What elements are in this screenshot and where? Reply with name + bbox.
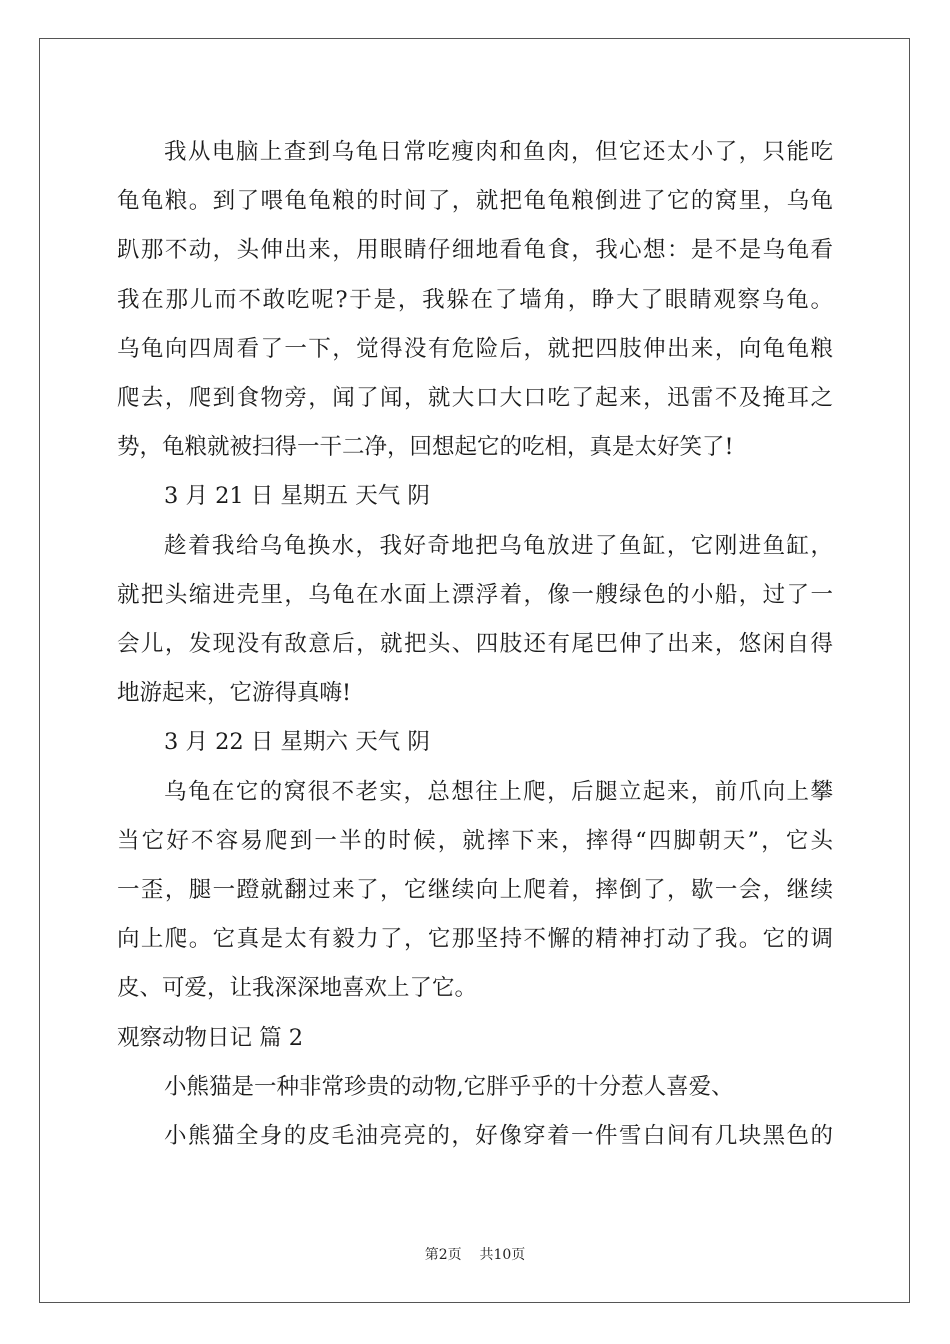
text-line: 当它好不容易爬到一半的时候，就摔下来，摔得“四脚朝天”，它头 (117, 827, 833, 854)
page-footer (0, 1244, 950, 1264)
text-line: 会儿，发现没有敌意后，就把头、四肢还有尾巴伸了出来，悠闲自得 (117, 631, 833, 657)
text-line: 皮、可爱，让我深深地喜欢上了它。 (117, 975, 478, 1002)
text-line: 向上爬。它真是太有毅力了，它那坚持不懈的精神打动了我。它的调 (117, 926, 833, 953)
text-line: 一歪，腿一蹬就翻过来了，它继续向上爬着，摔倒了，歇一会，继续 (117, 877, 833, 903)
text-line: 爬去，爬到食物旁，闻了闻，就大口大口吃了起来，迅雷不及掩耳之 (117, 385, 833, 411)
page-number-current: 第2页 (424, 1247, 462, 1263)
text-line: 观察动物日记 篇 2 (117, 1024, 304, 1051)
text-line: 趴那不动，头伸出来，用眼睛仔细地看龟食，我心想：是不是乌龟看 (117, 237, 833, 264)
text-line: 龟龟粮。到了喂龟龟粮的时间了，就把龟龟粮倒进了它的窝里，乌龟 (117, 188, 833, 215)
text-line: 我在那儿而不敢吃呢?于是，我躲在了墙角，睁大了眼睛观察乌龟。 (117, 286, 833, 313)
text-line: 3 月 22 日 星期六 天气 阴 (164, 729, 430, 756)
text-line: 就把头缩进壳里，乌龟在水面上漂浮着，像一艘绿色的小船，过了一 (117, 581, 833, 608)
text-line: 乌龟向四周看了一下，觉得没有危险后，就把四肢伸出来，向龟龟粮 (117, 335, 833, 362)
text-line: 乌龟在它的窝很不老实，总想往上爬，后腿立起来，前爪向上攀 (164, 778, 833, 805)
text-line: 小熊猫是一种非常珍贵的动物,它胖乎乎的十分惹人喜爱、 (164, 1073, 734, 1100)
text-line: 势，龟粮就被扫得一干二净，回想起它的吃相，真是太好笑了! (117, 434, 734, 461)
text-line: 3 月 21 日 星期五 天气 阴 (164, 483, 430, 510)
text-line: 趁着我给乌龟换水，我好奇地把乌龟放进了鱼缸，它刚进鱼缸， (164, 532, 833, 559)
text-line: 我从电脑上查到乌龟日常吃瘦肉和鱼肉，但它还太小了，只能吃 (164, 139, 833, 165)
page-number-total: 共10页 (479, 1247, 526, 1263)
text-line: 小熊猫全身的皮毛油亮亮的，好像穿着一件雪白间有几块黑色的 (164, 1123, 833, 1149)
text-line: 地游起来，它游得真嗨! (117, 680, 352, 707)
